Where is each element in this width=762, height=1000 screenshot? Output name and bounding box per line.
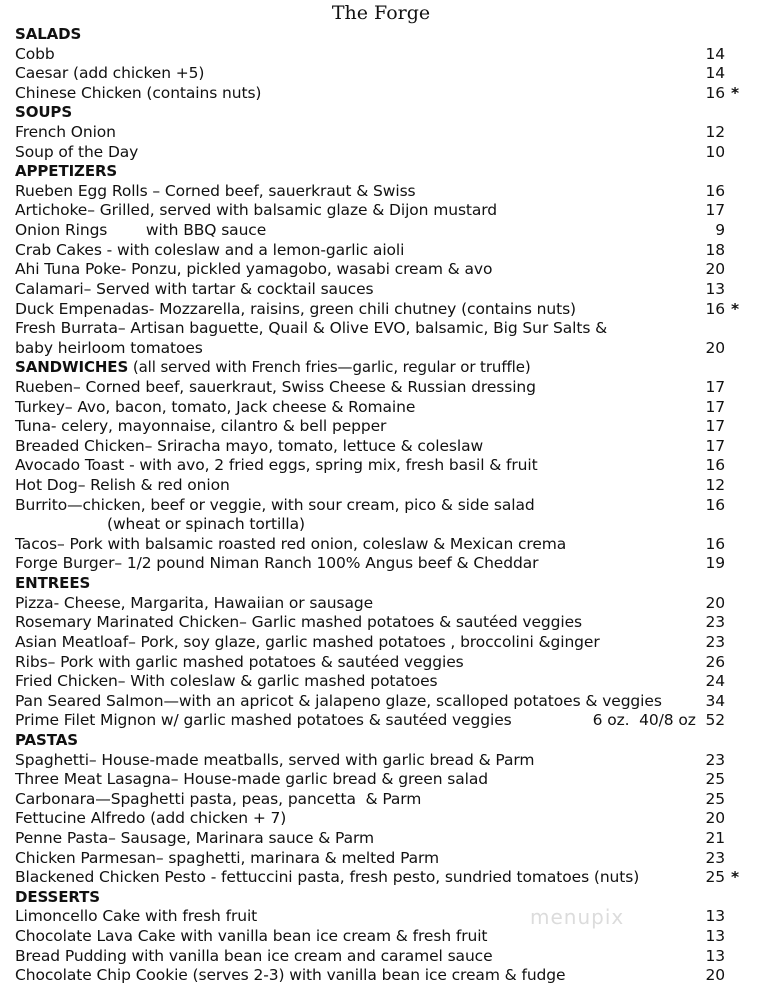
- menu-item-price: 23: [705, 613, 725, 632]
- menu-item: [15, 515, 745, 535]
- menu-item: [15, 221, 745, 241]
- menu-item-text: Fresh Burrata– Artisan baguette, Quail & Olive EVO, balsamic, Big Sur Salts &: [15, 319, 608, 338]
- menu-item: [15, 966, 745, 986]
- menu-item-text: Carbonara—Spaghetti pasta, peas, pancetta & Parm: [15, 789, 422, 808]
- menu-item: [15, 319, 745, 339]
- menu-item: [15, 417, 745, 437]
- menu-item: [15, 260, 745, 280]
- nut-star-marker: *: [731, 868, 740, 887]
- menu-item-price: 20: [705, 593, 725, 612]
- menu-item-text: Tuna- celery, mayonnaise, cilantro & bell pepper: [15, 417, 387, 436]
- menu-item-text: (wheat or spinach tortilla): [107, 515, 305, 534]
- menu-item-price: 18: [705, 240, 725, 259]
- menu-item-price: 9: [715, 221, 725, 240]
- menu-item-text: Turkey– Avo, bacon, tomato, Jack cheese & Romaine: [15, 397, 416, 416]
- menu-item-text: Limoncello Cake with fresh fruit: [15, 907, 258, 926]
- menu-item-text: Asian Meatloaf– Pork, soy glaze, garlic mashed potatoes , broccolini &ginger: [15, 632, 600, 651]
- menu-item: [15, 45, 745, 65]
- menu-item: [15, 829, 745, 849]
- menu-item: [15, 653, 745, 673]
- menu-item-price: 17: [705, 436, 725, 455]
- menu-item-text: Pizza- Cheese, Margarita, Hawaiian or sausage: [15, 593, 374, 612]
- menu-item-text: Three Meat Lasagna– House-made garlic bread & green salad: [15, 770, 489, 789]
- menu-item-text: Spaghetti– House-made meatballs, served with garlic bread & Parm: [15, 750, 535, 769]
- menu-item-text: baby heirloom tomatoes: [15, 338, 203, 357]
- menu-item-text: Chocolate Chip Cookie (serves 2-3) with vanilla bean ice cream & fudge: [15, 966, 566, 985]
- menu-item: [15, 692, 745, 712]
- menu-item-price: 12: [705, 123, 725, 142]
- menu-item-text: Rueben Egg Rolls – Corned beef, sauerkraut & Swiss: [15, 181, 416, 200]
- menu-item-text: Pan Seared Salmon—with an apricot & jalapeno glaze, scalloped potatoes & veggies: [15, 691, 662, 710]
- menu-item-price: 16: [705, 495, 725, 514]
- menu-item-text: Soup of the Day: [15, 142, 139, 161]
- menu-item: [15, 64, 745, 84]
- section-name: SOUPS: [15, 103, 73, 122]
- menu-item-price: 13: [705, 946, 725, 965]
- watermark: menupix: [530, 905, 625, 929]
- menu-item-price: 16: [705, 456, 725, 475]
- menu-item-price: 13: [705, 907, 725, 926]
- menu-item-price: 16: [705, 83, 725, 102]
- section-name: SANDWICHES: [15, 358, 129, 377]
- menu-item-price: 25: [705, 770, 725, 789]
- menu-item-text: Tacos– Pork with balsamic roasted red onion, coleslaw & Mexican crema: [15, 534, 567, 553]
- menu-item-price: 17: [705, 201, 725, 220]
- menu-item-text: Calamari– Served with tartar & cocktail sauces: [15, 279, 374, 298]
- menu-item-price: 23: [705, 632, 725, 651]
- menu-item-text: Duck Empenadas- Mozzarella, raisins, green chili chutney (contains nuts): [15, 299, 577, 318]
- menu-item-price: 16: [705, 299, 725, 318]
- menu-item-text: Forge Burger– 1/2 pound Niman Ranch 100% Angus beef & Cheddar: [15, 554, 539, 573]
- menu-item-price: 14: [705, 64, 725, 83]
- menu-item: [15, 849, 745, 869]
- menu-item-price: 20: [705, 260, 725, 279]
- menu-item-price: 21: [705, 828, 725, 847]
- menu-title: The Forge: [331, 2, 431, 24]
- menu-item-text: Caesar (add chicken +5): [15, 64, 205, 83]
- menu-item: [15, 378, 745, 398]
- section-heading: [15, 574, 745, 594]
- menu-item-price: 25: [705, 868, 725, 887]
- menu-item-text: Cobb: [15, 44, 55, 63]
- menu-item: [15, 907, 745, 927]
- menu-item-text: Burrito—chicken, beef or veggie, with sour cream, pico & side salad: [15, 495, 535, 514]
- menu-item: [15, 143, 745, 163]
- menu-item: [15, 456, 745, 476]
- menu-item-text: Avocado Toast - with avo, 2 fried eggs, spring mix, fresh basil & fruit: [15, 456, 538, 475]
- section-heading: [15, 888, 745, 908]
- menu-item-price: 10: [705, 142, 725, 161]
- menu-item: [15, 770, 745, 790]
- menu-item-text: Blackened Chicken Pesto - fettuccini pasta, fresh pesto, sundried tomatoes (nuts): [15, 868, 640, 887]
- menu-item: [15, 947, 745, 967]
- section-heading: [15, 358, 745, 378]
- section-name: APPETIZERS: [15, 162, 118, 181]
- menu-item-price: 20: [705, 966, 725, 985]
- nut-star-marker: *: [731, 299, 740, 318]
- menu-item: [15, 241, 745, 261]
- menu-item-text: Crab Cakes - with coleslaw and a lemon-garlic aioli: [15, 240, 405, 259]
- menu-item-price: 25: [705, 789, 725, 808]
- menu-item-text: Rueben– Corned beef, sauerkraut, Swiss Cheese & Russian dressing: [15, 377, 536, 396]
- menu-item-price: 16: [705, 181, 725, 200]
- menu-item-price: 20: [705, 809, 725, 828]
- menu-item-text: Penne Pasta– Sausage, Marinara sauce & Parm: [15, 828, 374, 847]
- menu-item-text: Prime Filet Mignon w/ garlic mashed potatoes & sautéed veggies: [15, 711, 512, 730]
- menu-item-price: 16: [705, 534, 725, 553]
- nut-star-marker: *: [731, 83, 740, 102]
- menu-item: [15, 300, 745, 320]
- menu-item-price: 24: [705, 672, 725, 691]
- menu-item: [15, 751, 745, 771]
- menu-item-text: Chinese Chicken (contains nuts): [15, 83, 262, 102]
- menu-item: [15, 182, 745, 202]
- menu-item-price: 17: [705, 417, 725, 436]
- menu-item: [15, 280, 745, 300]
- menu-item: [15, 535, 745, 555]
- menu-item-price: 13: [705, 927, 725, 946]
- menu-item: [15, 790, 745, 810]
- section-heading: [15, 162, 745, 182]
- section-name: ENTREES: [15, 574, 91, 593]
- menu-item-price: 20: [705, 338, 725, 357]
- menu-item: [15, 613, 745, 633]
- menu-item: [15, 84, 745, 104]
- section-name: SALADS: [15, 25, 82, 43]
- menu-item-text: Onion Rings with BBQ sauce: [15, 221, 267, 240]
- menu-item-price: 17: [705, 397, 725, 416]
- menu-item: [15, 633, 745, 653]
- menu-item-text: French Onion: [15, 123, 116, 142]
- menu-item: [15, 339, 745, 359]
- menu-item-text: Ribs– Pork with garlic mashed potatoes & sautéed veggies: [15, 652, 464, 671]
- menu-item-price: 19: [705, 554, 725, 573]
- menu-item-text: Hot Dog– Relish & red onion: [15, 476, 230, 495]
- menu-item-text: Bread Pudding with vanilla bean ice cream and caramel sauce: [15, 946, 493, 965]
- menu-item-price: 26: [705, 652, 725, 671]
- menu-item: [15, 554, 745, 574]
- section-name: PASTAS: [15, 730, 78, 749]
- menu-item-text: Fried Chicken– With coleslaw & garlic mashed potatoes: [15, 672, 438, 691]
- menu-item-text: Rosemary Marinated Chicken– Garlic mashed potatoes & sautéed veggies: [15, 613, 582, 632]
- menu-item-price: 14: [705, 44, 725, 63]
- menu-item-text: Chocolate Lava Cake with vanilla bean ice cream & fresh fruit: [15, 927, 488, 946]
- section-heading: [15, 25, 745, 45]
- menu-item: [15, 927, 745, 947]
- menu-list: [15, 25, 745, 986]
- menu-item: [15, 476, 745, 496]
- menu-item-text: Artichoke– Grilled, served with balsamic glaze & Dijon mustard: [15, 201, 498, 220]
- menu-item: [15, 123, 745, 143]
- menu-item-price: 12: [705, 476, 725, 495]
- menu-item: [15, 201, 745, 221]
- menu-item-text: Breaded Chicken– Sriracha mayo, tomato, lettuce & coleslaw: [15, 436, 484, 455]
- menu-item-text: Fettucine Alfredo (add chicken + 7): [15, 809, 287, 828]
- section-heading: [15, 103, 745, 123]
- menu-item: [15, 437, 745, 457]
- menu-item: [15, 809, 745, 829]
- section-heading: [15, 731, 745, 751]
- menu-item-price: 13: [705, 279, 725, 298]
- menu-item: [15, 496, 745, 516]
- menu-item-price: 34: [705, 691, 725, 710]
- menu-item-price: 23: [705, 750, 725, 769]
- menu-item: [15, 672, 745, 692]
- menu-item-price: 17: [705, 377, 725, 396]
- menu-item: [15, 868, 745, 888]
- section-name: DESSERTS: [15, 887, 100, 906]
- menu-item-text: Chicken Parmesan– spaghetti, marinara & melted Parm: [15, 848, 440, 867]
- menu-item-price: 23: [705, 848, 725, 867]
- section-note: (all served with French fries—garlic, regular or truffle): [128, 358, 531, 377]
- menu-item: [15, 594, 745, 614]
- menu-item-text: Ahi Tuna Poke- Ponzu, pickled yamagobo, wasabi cream & avo: [15, 260, 493, 279]
- menu-item-price: 6 oz. 40/8 oz 52: [592, 711, 725, 730]
- menu-item: [15, 398, 745, 418]
- menu-item: [15, 711, 745, 731]
